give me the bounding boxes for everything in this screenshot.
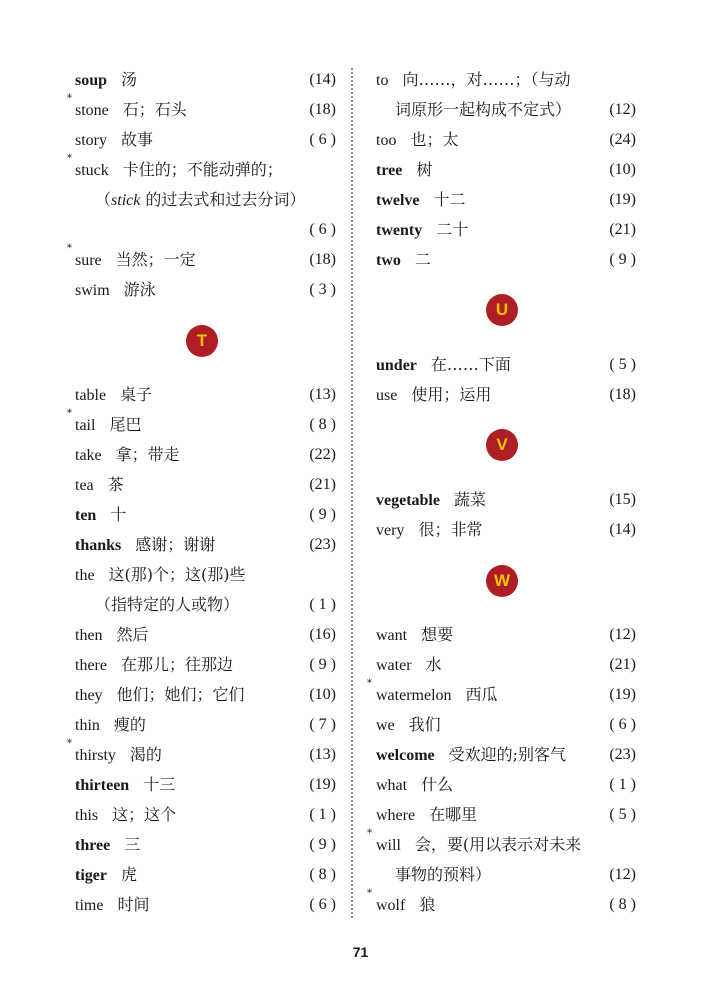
chinese-definition: 什么 (421, 775, 454, 794)
english-word: want (376, 627, 408, 644)
english-word: under (376, 357, 417, 374)
vocab-entry (376, 515, 482, 545)
vocab-entry (75, 470, 124, 500)
vocab-entry (75, 380, 152, 410)
english-word: they (75, 687, 103, 704)
vocab-entry (75, 710, 146, 740)
english-word: soup (75, 72, 108, 89)
unit-number: (24) (609, 131, 636, 148)
chinese-definition: 渴的 (129, 745, 162, 764)
unit-number: ( 8 ) (309, 416, 336, 433)
chinese-definition: 向……，对……；（与动 (402, 70, 571, 89)
unit-number: (18) (309, 251, 336, 268)
chinese-definition: 想要 (421, 625, 454, 644)
unit-number: (12) (609, 101, 636, 118)
definition-text: （ (95, 190, 112, 209)
unit-number: ( 6 ) (309, 896, 336, 913)
vocab-entry (376, 215, 468, 245)
unit-number: (21) (309, 476, 336, 493)
unit-number: (13) (309, 746, 336, 763)
vocab-entry (67, 243, 196, 275)
unit-number: ( 9 ) (309, 506, 336, 523)
chinese-definition: 词原形一起构成不定式） (395, 100, 572, 119)
english-word: where (376, 807, 416, 824)
vocab-entry (395, 95, 571, 125)
unit-number: (21) (609, 656, 636, 673)
chinese-definition: 茶 (107, 475, 124, 494)
unit-number: ( 1 ) (309, 806, 336, 823)
vocab-entry (75, 890, 149, 920)
english-word: thanks (75, 537, 122, 554)
optional-word-marker: * (67, 153, 72, 164)
english-word: this (75, 807, 99, 824)
chinese-definition: 故事 (121, 130, 154, 149)
english-word: too (376, 132, 397, 149)
english-word: swim (75, 282, 110, 299)
unit-number: ( 7 ) (309, 716, 336, 733)
chinese-definition: 然后 (116, 625, 149, 644)
unit-number: (14) (309, 71, 336, 88)
vocab-entry (376, 185, 466, 215)
english-word: two (376, 252, 401, 269)
english-word: take (75, 447, 102, 464)
vocab-entry (67, 408, 142, 440)
section-letter-badge: U (486, 294, 518, 326)
optional-word-marker: * (67, 243, 72, 254)
chinese-definition: 也；太 (410, 130, 459, 149)
unit-number: (19) (309, 776, 336, 793)
chinese-definition: 当然；一定 (115, 250, 196, 269)
unit-number: (10) (609, 161, 636, 178)
vocab-entry (75, 500, 126, 530)
chinese-definition: 游泳 (123, 280, 156, 299)
unit-number: (19) (609, 686, 636, 703)
unit-number: ( 5 ) (609, 356, 636, 373)
section-letter-badge: W (486, 565, 518, 597)
chinese-definition: 三 (124, 835, 141, 854)
chinese-definition: 很；非常 (418, 520, 483, 539)
vocab-entry (376, 245, 431, 275)
unit-number: ( 9 ) (309, 656, 336, 673)
english-word: table (75, 387, 107, 404)
page-number: 71 (352, 944, 369, 960)
optional-word-marker: * (367, 678, 372, 689)
optional-word-marker: * (367, 828, 372, 839)
unit-number: (12) (609, 626, 636, 643)
vocab-entry (376, 125, 458, 155)
vocab-entry (75, 680, 245, 710)
chinese-definition: 蔬菜 (453, 490, 486, 509)
vocab-entry (75, 650, 233, 680)
chinese-definition: 卡住的；不能动弹的； (122, 160, 283, 179)
chinese-definition: 汤 (121, 70, 138, 89)
unit-number: ( 3 ) (309, 281, 336, 298)
chinese-definition: 拿；带走 (115, 445, 180, 464)
vocab-entry (376, 620, 453, 650)
vocab-entry (376, 485, 486, 515)
english-word: thirteen (75, 777, 130, 794)
vocab-entry (376, 65, 570, 95)
english-word: time (75, 897, 104, 914)
english-word: stone (75, 102, 109, 119)
unit-number: (19) (609, 191, 636, 208)
english-word: the (75, 567, 95, 584)
vocab-entry (376, 740, 566, 770)
unit-number: (18) (309, 101, 336, 118)
unit-number: (10) (309, 686, 336, 703)
english-word: sure (75, 252, 102, 269)
vocab-entry (376, 380, 491, 410)
english-word: story (75, 132, 107, 149)
chinese-definition: 尾巴 (109, 415, 142, 434)
chinese-definition: 树 (416, 160, 433, 179)
english-word: three (75, 837, 111, 854)
optional-word-marker: * (367, 888, 372, 899)
vocab-entry (75, 440, 180, 470)
english-word: thin (75, 717, 100, 734)
english-word: water (376, 657, 412, 674)
unit-number: (23) (609, 746, 636, 763)
vocab-entry (75, 275, 156, 305)
english-word: twenty (376, 222, 423, 239)
chinese-definition: 二 (414, 250, 431, 269)
english-word: what (376, 777, 408, 794)
chinese-definition: （指特定的人或物） (95, 595, 240, 614)
unit-number: (16) (309, 626, 336, 643)
chinese-definition: 会，要(用以表示对未来 (414, 835, 582, 854)
unit-number: (14) (609, 521, 636, 538)
english-word: stuck (75, 162, 109, 179)
english-word: very (376, 522, 405, 539)
vocab-entry (95, 185, 305, 215)
vocab-entry (376, 800, 477, 830)
unit-number: (12) (609, 866, 636, 883)
chinese-definition: 受欢迎的;别客气 (448, 745, 567, 764)
chinese-definition: 我们 (408, 715, 441, 734)
unit-number: ( 9 ) (309, 836, 336, 853)
vocab-entry (367, 678, 498, 710)
english-word: vegetable (376, 492, 440, 509)
optional-word-marker: * (67, 408, 72, 419)
chinese-definition: 十 (110, 505, 127, 524)
vocab-entry (75, 860, 137, 890)
chinese-definition: 狼 (419, 895, 436, 914)
english-word: tail (75, 417, 96, 434)
chinese-definition: 西瓜 (465, 685, 498, 704)
vocab-entry (376, 710, 441, 740)
english-word: then (75, 627, 103, 644)
chinese-definition: 时间 (117, 895, 150, 914)
vocab-entry (75, 830, 140, 860)
unit-number: ( 8 ) (309, 866, 336, 883)
unit-number: (21) (609, 221, 636, 238)
definition-text: 的过去式和过去分词） (140, 190, 306, 209)
chinese-definition: 感谢；谢谢 (135, 535, 216, 554)
chinese-definition: 水 (425, 655, 442, 674)
unit-number: (13) (309, 386, 336, 403)
chinese-definition: 他们；她们；它们 (116, 685, 245, 704)
english-word: use (376, 387, 398, 404)
chinese-definition: 桌子 (120, 385, 153, 404)
section-letter-badge: T (186, 325, 218, 357)
english-word: ten (75, 507, 97, 524)
english-word: tiger (75, 867, 107, 884)
unit-number: (15) (609, 491, 636, 508)
unit-number: (23) (309, 536, 336, 553)
vocab-entry (67, 153, 283, 185)
vocab-entry (376, 770, 453, 800)
unit-number: ( 9 ) (609, 251, 636, 268)
unit-number: ( 8 ) (609, 896, 636, 913)
english-word: wolf (376, 897, 406, 914)
vocab-entry (395, 860, 491, 890)
english-word: tree (376, 162, 403, 179)
chinese-definition: 二十 (436, 220, 469, 239)
vocab-entry (75, 125, 153, 155)
unit-number: ( 5 ) (609, 806, 636, 823)
chinese-definition: 这(那)个；这(那)些 (108, 565, 246, 584)
vocab-entry (75, 770, 175, 800)
vocab-entry (376, 650, 442, 680)
vocab-entry (75, 620, 149, 650)
chinese-definition: 在哪里 (429, 805, 478, 824)
unit-number: (18) (609, 386, 636, 403)
chinese-definition: 十二 (433, 190, 466, 209)
chinese-definition: 事物的预料） (395, 865, 492, 884)
vocab-entry (75, 530, 215, 560)
english-word: tea (75, 477, 94, 494)
english-word: welcome (376, 747, 435, 764)
english-word: twelve (376, 192, 420, 209)
english-word: to (376, 72, 389, 89)
vocab-entry (367, 888, 436, 920)
chinese-definition: 使用；运用 (411, 385, 492, 404)
english-word: thirsty (75, 747, 116, 764)
unit-number: ( 6 ) (309, 131, 336, 148)
chinese-definition: 瘦的 (113, 715, 146, 734)
optional-word-marker: * (67, 738, 72, 749)
chinese-definition: 在……下面 (430, 355, 511, 374)
vocab-entry (376, 155, 432, 185)
unit-number: ( 6 ) (309, 221, 336, 238)
vocab-entry (75, 65, 137, 95)
chinese-definition: 这；这个 (112, 805, 177, 824)
chinese-definition: 石；石头 (122, 100, 187, 119)
optional-word-marker: * (67, 93, 72, 104)
column-divider (351, 68, 353, 918)
vocab-entry (376, 350, 511, 380)
english-word: will (376, 837, 401, 854)
unit-number: ( 6 ) (609, 716, 636, 733)
vocab-entry (75, 560, 246, 590)
unit-number: ( 1 ) (609, 776, 636, 793)
unit-number: (22) (309, 446, 336, 463)
english-word: watermelon (376, 687, 452, 704)
vocab-entry (67, 738, 162, 770)
italic-word: stick (111, 192, 141, 209)
section-letter-badge: V (486, 429, 518, 461)
vocab-entry (75, 800, 176, 830)
english-word: there (75, 657, 107, 674)
vocab-entry (367, 828, 582, 860)
chinese-definition: 在那儿；往那边 (120, 655, 233, 674)
vocab-entry (67, 93, 187, 125)
english-word: we (376, 717, 395, 734)
unit-number: ( 1 ) (309, 596, 336, 613)
chinese-definition: 十三 (143, 775, 176, 794)
vocab-entry (95, 590, 239, 620)
chinese-definition: 虎 (120, 865, 137, 884)
